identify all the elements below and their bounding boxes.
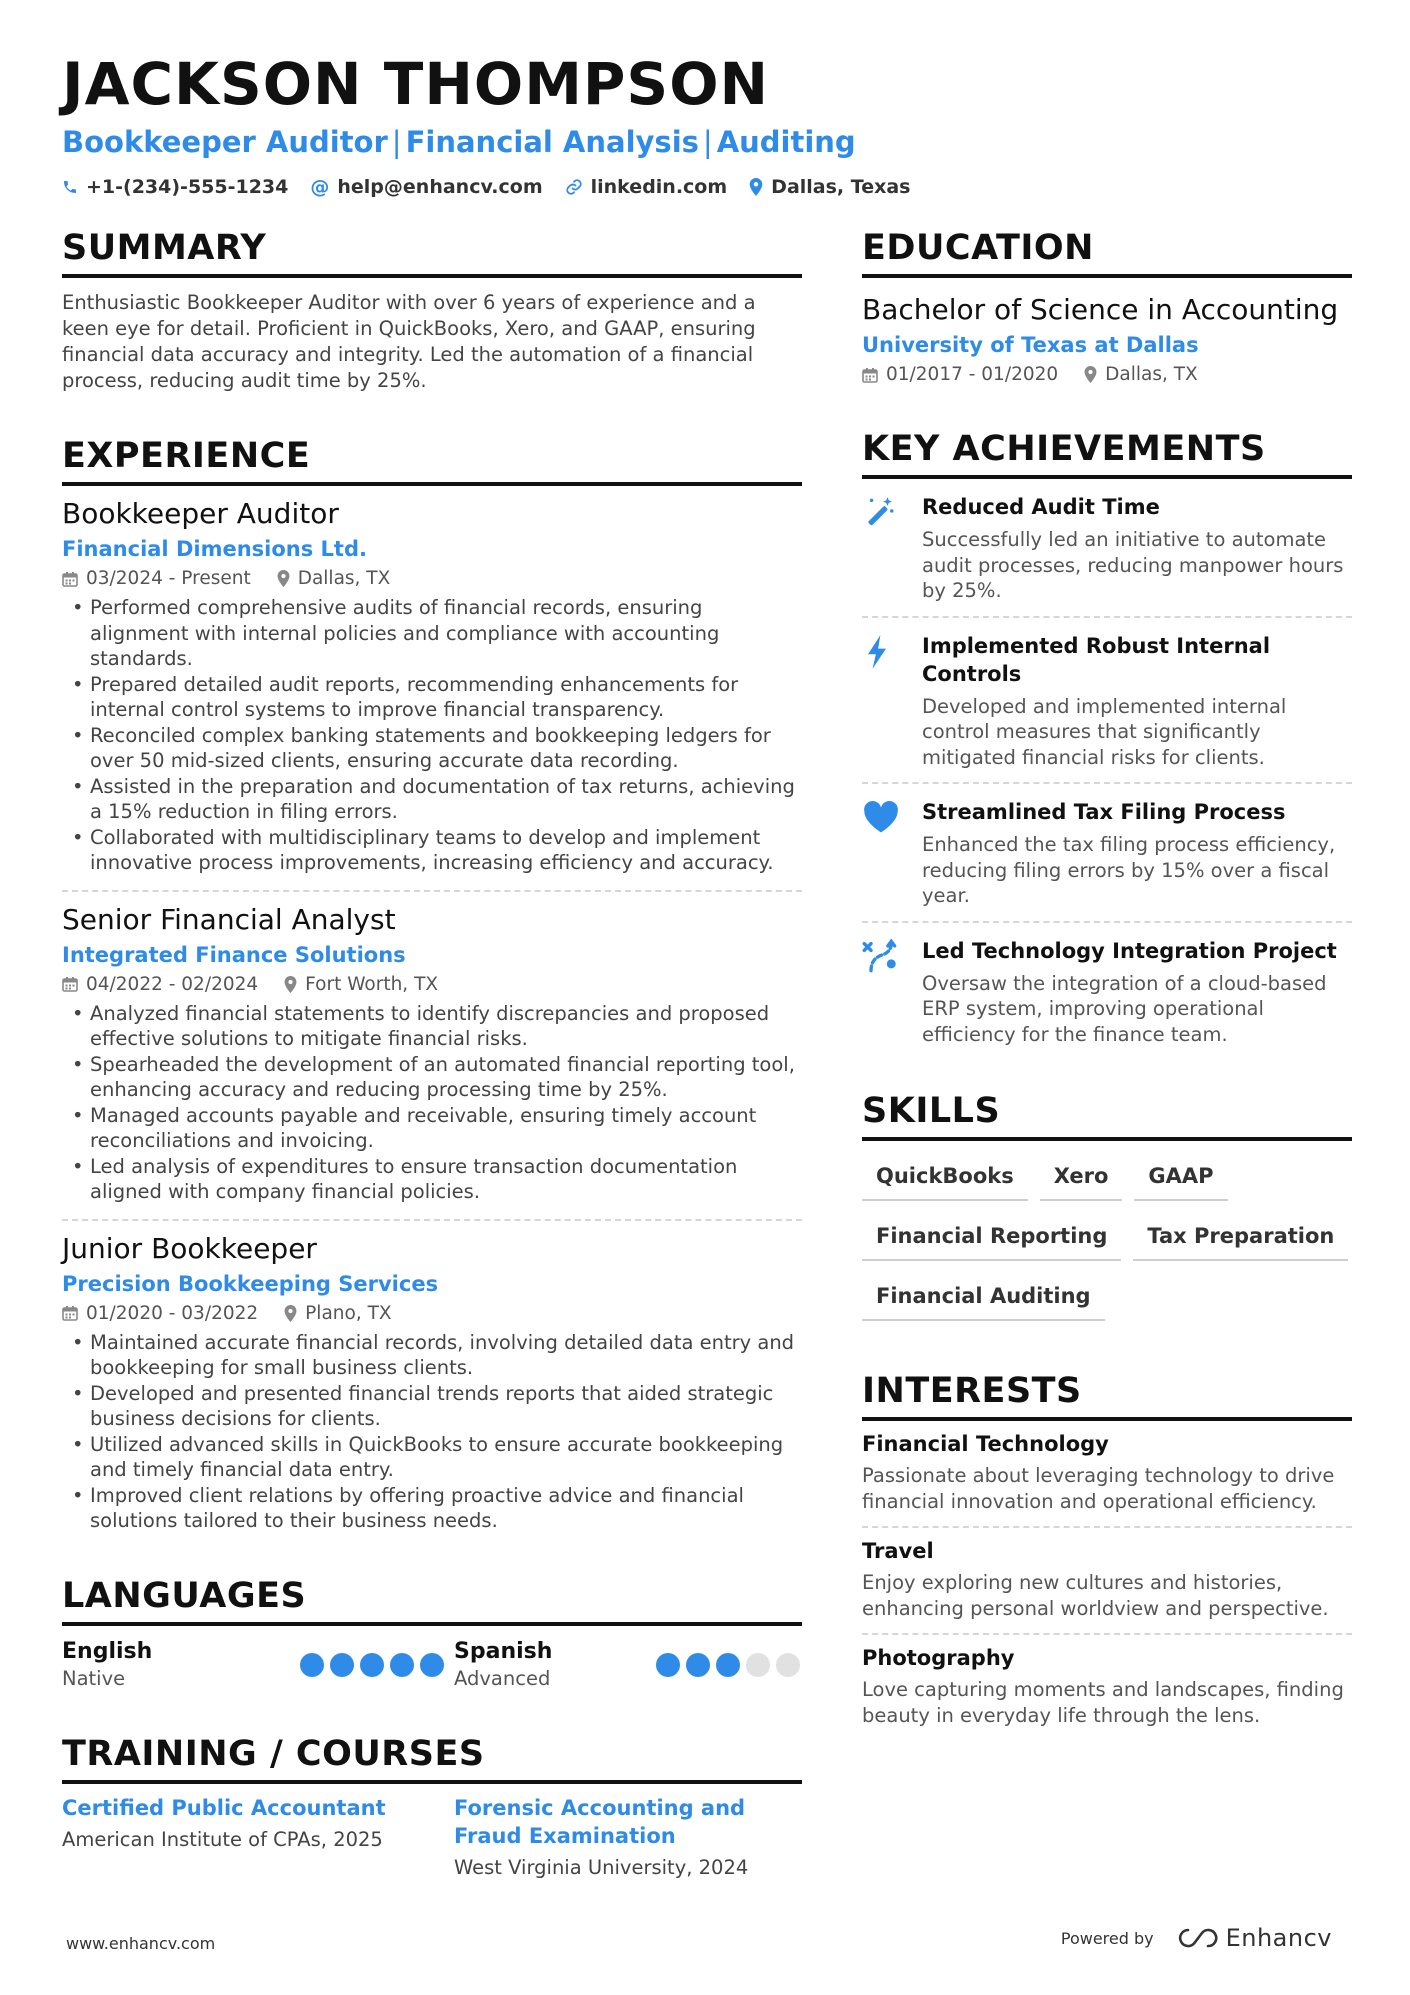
- brand-name: Enhancv: [1225, 1924, 1332, 1952]
- job-location: [284, 974, 438, 995]
- job-bullet: • Analyzed financial statements to identify discrepancies and proposed effective solutions to mitigate financial risks.: [62, 1001, 802, 1052]
- calendar-icon: [62, 571, 78, 587]
- headline-part: Financial Analysis: [405, 125, 699, 159]
- proficiency-dot-filled: [420, 1653, 444, 1677]
- interest-title: Travel: [862, 1539, 934, 1563]
- achievement-description: Enhanced the tax filing process efficiency, reducing filing errors by 15% over a fiscal year.: [922, 833, 1336, 907]
- skill-tag: Financial Reporting: [862, 1215, 1121, 1261]
- language-name: Spanish: [454, 1638, 553, 1664]
- map-pin-icon: [284, 976, 297, 993]
- proficiency-dot-empty: [746, 1653, 770, 1677]
- job-meta: [62, 1303, 802, 1324]
- contact-linkedin[interactable]: [565, 176, 728, 198]
- job-bullet: • Utilized advanced skills in QuickBooks to ensure accurate bookkeeping and timely financial data entry.: [62, 1432, 802, 1483]
- interest-item: [862, 1635, 1352, 1740]
- footer-branding: [1061, 1924, 1332, 1952]
- job-location-text: Plano, TX: [305, 1302, 392, 1324]
- education-location-text: Dallas, TX: [1105, 364, 1198, 385]
- right-column: [862, 226, 1352, 1780]
- section-heading: LANGUAGES: [62, 1574, 802, 1626]
- company-name: Financial Dimensions Ltd.: [62, 537, 367, 561]
- course-provider: West Virginia University, 2024: [454, 1855, 749, 1879]
- achievement-title: Implemented Robust Internal Controls: [922, 633, 1271, 686]
- job-bullets: [62, 1001, 802, 1205]
- job-bullet: • Improved client relations by offering proactive advice and financial solutions tailored to their business needs.: [62, 1483, 802, 1534]
- skills-list: [862, 1155, 1352, 1335]
- section-heading: SKILLS: [862, 1089, 1352, 1141]
- proficiency-dot-filled: [390, 1653, 414, 1677]
- training-row: [62, 1794, 802, 1882]
- map-pin-icon: [277, 570, 290, 587]
- email-address: help@enhancv.com: [337, 176, 543, 198]
- job-bullets: [62, 1330, 802, 1534]
- course-name: Certified Public Accountant: [62, 1795, 386, 1820]
- interest-description: Enjoy exploring new cultures and histories, enhancing personal worldview and perspective.: [862, 1571, 1329, 1620]
- proficiency-dot-filled: [300, 1653, 324, 1677]
- interest-description: Passionate about leveraging technology to drive financial innovation and operational efficiency.: [862, 1464, 1335, 1513]
- job-dates: [62, 974, 258, 995]
- skills-section: [862, 1089, 1352, 1335]
- job-bullets: [62, 595, 802, 876]
- achievement-description: Oversaw the integration of a cloud-based ERP system, improving operational efficiency for the finance team.: [922, 971, 1327, 1046]
- training-section: [62, 1732, 802, 1882]
- powered-by-label: Powered by: [1060, 1928, 1154, 1948]
- interest-item: [862, 1528, 1352, 1635]
- proficiency-dot-filled: [716, 1653, 740, 1677]
- proficiency-dots: [300, 1653, 444, 1677]
- course-provider: American Institute of CPAs, 2025: [62, 1827, 383, 1851]
- job-title: Senior Financial Analyst: [62, 902, 396, 936]
- company-name: Precision Bookkeeping Services: [62, 1271, 439, 1296]
- achievement-item: [862, 479, 1352, 618]
- proficiency-dot-filled: [686, 1653, 710, 1677]
- left-column: [62, 226, 802, 1922]
- headline-separator: |: [702, 125, 713, 159]
- at-sign-icon: @: [310, 176, 330, 198]
- summary-text: Enthusiastic Bookkeeper Auditor with over 6 years of experience and a keen eye for detail. Proficient in QuickBooks, Xero, and GAAP, ensuring financial data accuracy and integrity. Led the automation of a financial process, reducing audit time by 25%.: [62, 291, 756, 392]
- calendar-icon: [62, 976, 78, 992]
- education-dates: [862, 364, 1058, 385]
- job-meta: [62, 974, 802, 995]
- job-dates: [62, 568, 251, 589]
- achievement-item: [862, 784, 1352, 923]
- degree-title: Bachelor of Science in Accounting: [862, 293, 1339, 326]
- achievement-item: [862, 618, 1352, 785]
- interest-description: Love capturing moments and landscapes, finding beauty in everyday life through the lens.: [862, 1678, 1344, 1727]
- job-bullet: • Developed and presented financial trends reports that aided strategic business decisions for clients.: [62, 1381, 802, 1432]
- job-bullet: • Led analysis of expenditures to ensure transaction documentation aligned with company financial policies.: [62, 1154, 802, 1205]
- job-entry: [62, 892, 802, 1221]
- language-item: [62, 1638, 454, 1692]
- map-pin-icon: [1084, 366, 1097, 383]
- job-entry: [62, 1221, 802, 1548]
- proficiency-dot-filled: [330, 1653, 354, 1677]
- link-icon: [565, 178, 583, 196]
- section-heading: SUMMARY: [62, 226, 802, 278]
- contact-bar: [62, 176, 1362, 198]
- job-location-text: Dallas, TX: [297, 568, 391, 589]
- proficiency-dot-empty: [776, 1653, 800, 1677]
- contact-location: [749, 176, 910, 198]
- enhancv-logo[interactable]: [1176, 1924, 1332, 1952]
- achievement-description: Developed and implemented internal control measures that significantly mitigated financial risks for clients.: [922, 694, 1287, 769]
- skill-tag: Tax Preparation: [1133, 1215, 1348, 1261]
- job-bullet: • Performed comprehensive audits of financial records, ensuring alignment with internal policies and compliance with accounting standards.: [62, 595, 802, 672]
- achievement-item: [862, 923, 1352, 1060]
- achievements-section: [862, 427, 1352, 1059]
- job-bullet: • Reconciled complex banking statements and bookkeeping ledgers for over 50 mid-sized clients, ensuring accurate data recording.: [62, 723, 802, 774]
- education-section: [862, 226, 1352, 385]
- enhancv-logo-icon: [1176, 1927, 1220, 1949]
- job-bullet: • Maintained accurate financial records, involving detailed data entry and bookkeeping for small business clients.: [62, 1330, 802, 1381]
- job-dates: [62, 1303, 258, 1324]
- route-icon: [862, 937, 922, 1048]
- education-meta: [862, 364, 1352, 385]
- job-dates-text: 01/2020 - 03/2022: [86, 1302, 259, 1324]
- proficiency-dot-filled: [656, 1653, 680, 1677]
- job-title: Bookkeeper Auditor: [62, 497, 339, 530]
- map-pin-icon: [284, 1305, 297, 1322]
- education-location: [1084, 364, 1198, 385]
- job-location: [284, 1303, 391, 1324]
- phone-number: +1-(234)-555-1234: [86, 176, 289, 198]
- contact-email[interactable]: [310, 176, 542, 198]
- map-pin-icon: [749, 178, 763, 196]
- section-heading: EXPERIENCE: [62, 434, 802, 486]
- achievement-title: Streamlined Tax Filing Process: [922, 800, 1286, 824]
- heart-icon: [862, 798, 922, 909]
- skill-tag: Financial Auditing: [862, 1275, 1105, 1321]
- languages-row: [62, 1638, 802, 1692]
- skill-tag: QuickBooks: [862, 1155, 1028, 1201]
- job-entry: [62, 486, 802, 892]
- job-bullet: • Managed accounts payable and receivable, ensuring timely account reconciliations and invoicing.: [62, 1103, 802, 1154]
- phone-icon: [62, 179, 78, 195]
- headline: [62, 122, 1362, 162]
- interest-title: Financial Technology: [862, 1432, 1109, 1456]
- course-item: [62, 1794, 454, 1882]
- calendar-icon: [62, 1305, 78, 1321]
- job-meta: [62, 568, 802, 589]
- section-heading: TRAINING / COURSES: [62, 1732, 802, 1784]
- company-name: Integrated Finance Solutions: [62, 942, 406, 967]
- section-heading: EDUCATION: [862, 226, 1352, 278]
- section-heading: INTERESTS: [862, 1369, 1352, 1421]
- headline-part: Auditing: [716, 125, 856, 159]
- job-title: Junior Bookkeeper: [62, 1231, 317, 1265]
- linkedin-url: linkedin.com: [590, 176, 728, 198]
- course-item: [454, 1794, 802, 1882]
- language-name: English: [62, 1638, 153, 1664]
- school-name: University of Texas at Dallas: [862, 333, 1199, 357]
- summary-section: [62, 226, 802, 394]
- candidate-name: JACKSON THOMPSON: [62, 50, 770, 118]
- contact-phone[interactable]: [62, 176, 288, 198]
- headline-separator: |: [391, 125, 402, 159]
- job-bullet: • Collaborated with multidisciplinary teams to develop and implement innovative process improvements, increasing efficiency and accuracy.: [62, 825, 802, 876]
- resume-header: [62, 48, 1362, 198]
- job-location-text: Fort Worth, TX: [305, 973, 439, 995]
- location-text: Dallas, Texas: [771, 176, 911, 198]
- footer-website[interactable]: www.enhancv.com: [66, 1934, 216, 1953]
- headline-part: Bookkeeper Auditor: [62, 125, 388, 159]
- interest-item: [862, 1421, 1352, 1528]
- skill-tag: Xero: [1040, 1155, 1123, 1201]
- job-location: [277, 568, 391, 589]
- course-name: Forensic Accounting and Fraud Examination: [454, 1795, 746, 1848]
- skill-tag: GAAP: [1134, 1155, 1227, 1201]
- job-bullet: • Assisted in the preparation and documentation of tax returns, achieving a 15% reduction in filing errors.: [62, 774, 802, 825]
- calendar-icon: [862, 367, 878, 383]
- experience-section: [62, 434, 802, 1548]
- job-dates-text: 03/2024 - Present: [86, 568, 251, 589]
- magic-wand-icon: [862, 493, 922, 604]
- language-level: Native: [62, 1666, 126, 1690]
- proficiency-dots: [656, 1653, 800, 1677]
- section-heading: KEY ACHIEVEMENTS: [862, 427, 1352, 479]
- language-item: [454, 1638, 802, 1692]
- interest-title: Photography: [862, 1646, 1015, 1670]
- achievement-description: Successfully led an initiative to automate audit processes, reducing manpower hours by 25%.: [922, 528, 1344, 602]
- job-bullet: • Prepared detailed audit reports, recommending enhancements for internal control systems to improve financial transparency.: [62, 672, 802, 723]
- achievement-title: Reduced Audit Time: [922, 495, 1160, 519]
- language-level: Advanced: [454, 1666, 551, 1690]
- proficiency-dot-filled: [360, 1653, 384, 1677]
- achievement-title: Led Technology Integration Project: [922, 938, 1337, 963]
- education-dates-text: 01/2017 - 01/2020: [886, 364, 1059, 385]
- job-dates-text: 04/2022 - 02/2024: [86, 973, 259, 995]
- interests-section: [862, 1369, 1352, 1740]
- lightning-icon: [862, 632, 922, 771]
- job-bullet: • Spearheaded the development of an automated financial reporting tool, enhancing accuracy and reducing processing time by 25%.: [62, 1052, 802, 1103]
- languages-section: [62, 1574, 802, 1692]
